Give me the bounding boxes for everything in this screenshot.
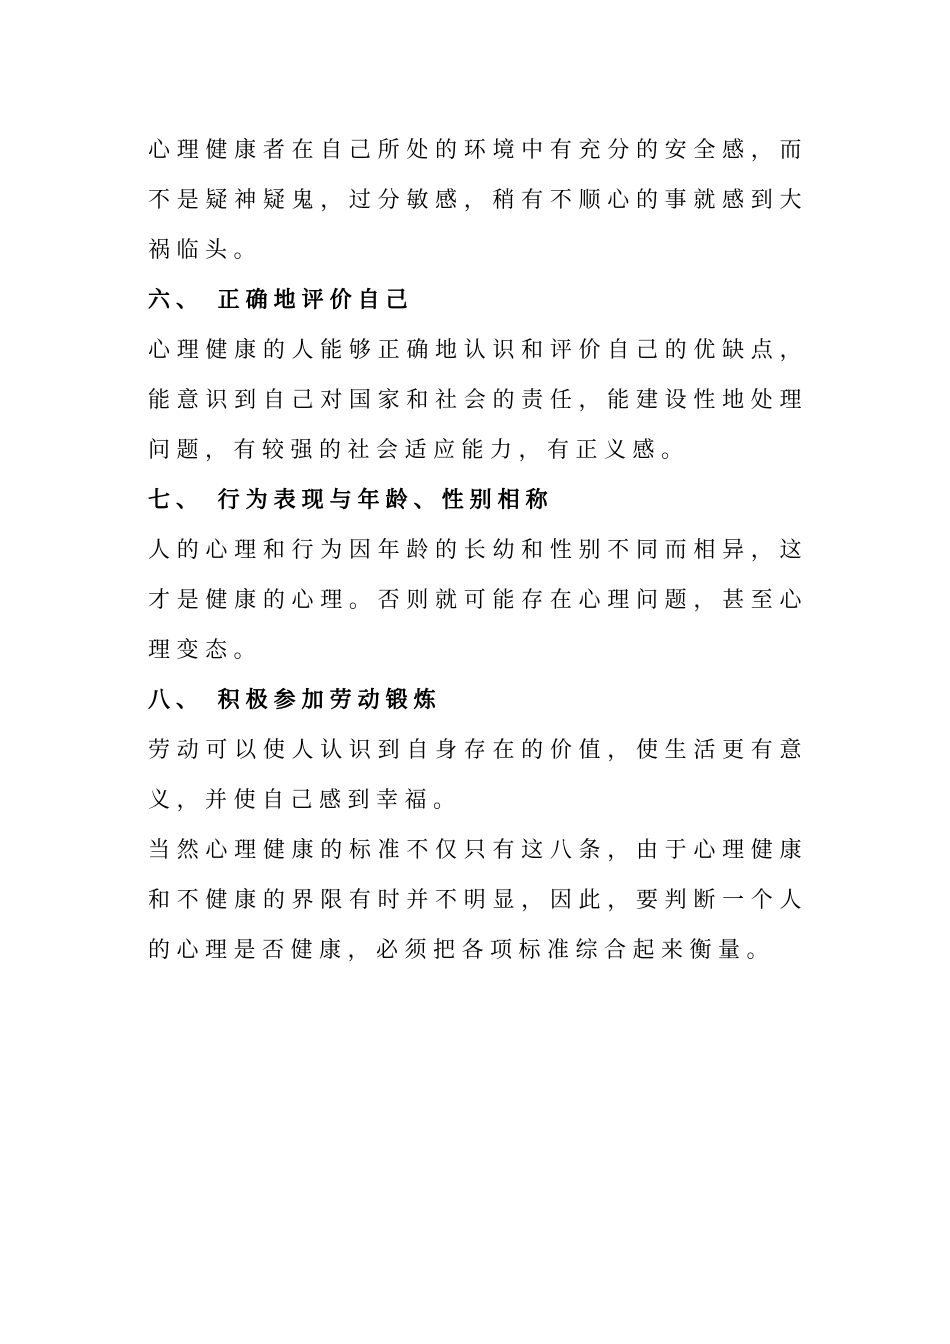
paragraph-behavior: 人的心理和行为因年龄的长幼和性别不同而相异，这才是健康的心理。否则就可能存在心理问题，甚至心理变态。 [148, 538, 808, 663]
document-body [148, 126, 808, 976]
section-heading-seven: 七、 行为表现与年龄、性别相称 [148, 488, 554, 513]
section-heading-eight: 八、 积极参加劳动锻炼 [148, 688, 442, 713]
paragraph-labor: 劳动可以使人认识到自身存在的价值，使生活更有意义，并使自己感到幸福。 [148, 738, 808, 813]
paragraph-security: 心理健康者在自己所处的环境中有充分的安全感，而不是疑神疑鬼，过分敏感，稍有不顺心的事就感到大祸临头。 [148, 138, 808, 263]
section-heading-six: 六、 正确地评价自己 [148, 288, 414, 313]
paragraph-self-evaluation: 心理健康的人能够正确地认识和评价自己的优缺点，能意识到自己对国家和社会的责任，能建设性地处理问题，有较强的社会适应能力，有正义感。 [148, 338, 808, 463]
paragraph-conclusion: 当然心理健康的标准不仅只有这八条，由于心理健康和不健康的界限有时并不明显，因此，要判断一个人的心理是否健康，必须把各项标准综合起来衡量。 [148, 838, 808, 963]
